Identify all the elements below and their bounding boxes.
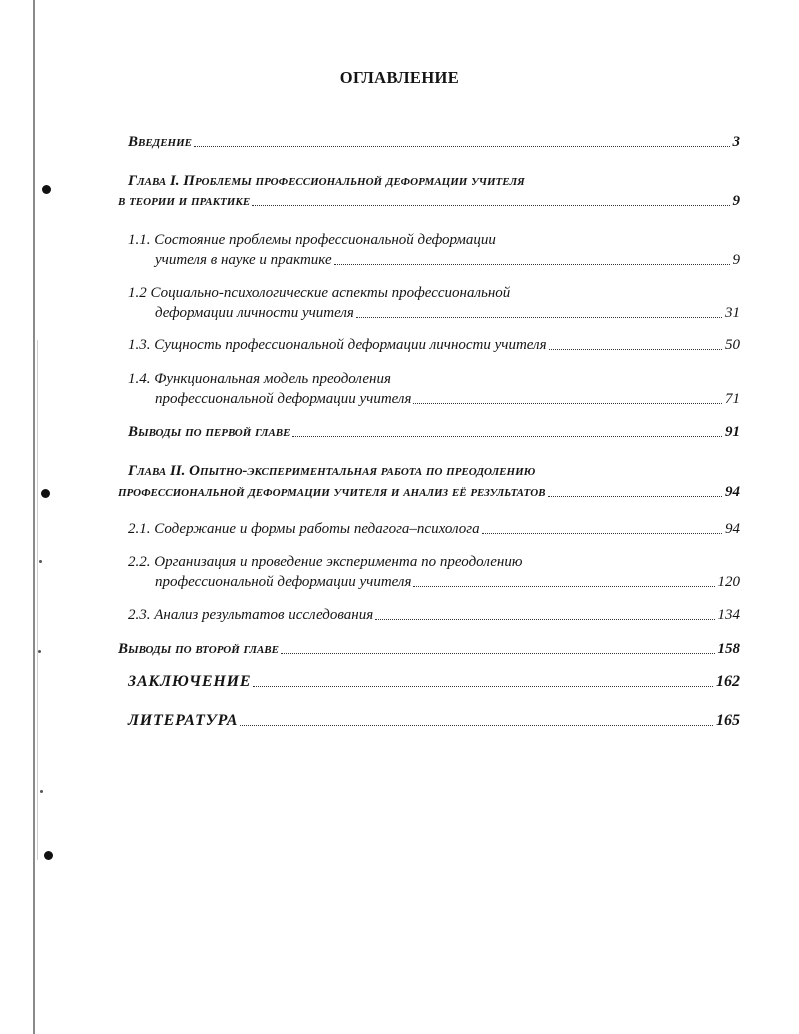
toc-page-number: 3: [732, 134, 740, 150]
toc-entry-label: ЛИТЕРАТУРА: [128, 712, 239, 729]
toc-entry-conclusions-2[interactable]: [118, 640, 740, 658]
toc-entry-chapter-2[interactable]: [118, 483, 740, 501]
scan-speck: [38, 650, 41, 653]
toc-leader-dots: [549, 349, 722, 350]
toc-leader-dots: [240, 725, 713, 726]
toc-entry-label: Выводы по второй главе: [118, 641, 279, 657]
toc-page-number: 134: [717, 607, 740, 623]
toc-page-number: 9: [732, 193, 740, 209]
toc-entry-section-2-3[interactable]: [128, 606, 740, 624]
toc-leader-dots: [252, 205, 729, 206]
page-binding-edge: [33, 0, 35, 1034]
toc-page-number: 91: [725, 424, 740, 440]
toc-entry-label: Выводы по первой главе: [128, 424, 291, 440]
toc-entry-label: учителя в науке и практике: [155, 252, 332, 268]
toc-section-1-1-line1[interactable]: 1.1. Состояние проблемы профессиональной деформации: [128, 232, 496, 248]
toc-page-number: 94: [725, 521, 740, 537]
toc-page-number: 9: [732, 252, 740, 268]
toc-entry-label: профессиональной деформации учителя и анализ её результатов: [118, 484, 546, 500]
toc-entry-literature[interactable]: [128, 712, 740, 730]
toc-leader-dots: [281, 653, 715, 654]
punch-hole-mark: [42, 185, 51, 194]
toc-entry-label: 2.3. Анализ результатов исследования: [128, 607, 374, 623]
toc-entry-intro[interactable]: [128, 133, 740, 151]
toc-entry-label: Введение: [128, 134, 192, 150]
toc-leader-dots: [413, 403, 722, 404]
toc-chapter-2-line1[interactable]: Глава II. Опытно-экспериментальная работа по преодолению: [128, 463, 536, 479]
scan-speck: [40, 790, 43, 793]
toc-leader-dots: [413, 586, 714, 587]
toc-section-1-2-line1[interactable]: 1.2 Социально-психологические аспекты профессиональной: [128, 285, 511, 301]
page-binding-shadow: [37, 340, 38, 860]
toc-entry-section-2-2[interactable]: [155, 573, 740, 591]
toc-leader-dots: [334, 264, 730, 265]
toc-entry-chapter-1[interactable]: [118, 192, 740, 210]
toc-entry-section-1-2[interactable]: [155, 304, 740, 322]
toc-entry-section-1-4[interactable]: [155, 390, 740, 408]
toc-leader-dots: [548, 496, 722, 497]
toc-entry-label: в теории и практике: [118, 193, 251, 209]
toc-page-number: 71: [725, 391, 740, 407]
toc-leader-dots: [482, 533, 722, 534]
toc-entry-section-1-1[interactable]: [155, 251, 740, 269]
toc-chapter-1-line1[interactable]: Глава I. Проблемы профессиональной деформации учителя: [128, 173, 525, 189]
toc-leader-dots: [356, 317, 722, 318]
toc-leader-dots: [194, 146, 730, 147]
toc-page-number: 31: [725, 305, 740, 321]
toc-entry-conclusion[interactable]: [128, 673, 740, 691]
toc-section-2-2-line1[interactable]: 2.2. Организация и проведение эксперимента по преодолению: [128, 554, 523, 570]
punch-hole-mark: [41, 489, 50, 498]
toc-entry-label: ЗАКЛЮЧЕНИЕ: [128, 673, 252, 690]
toc-page-number: 120: [717, 574, 740, 590]
scan-speck: [39, 560, 42, 563]
toc-entry-conclusions-1[interactable]: [128, 423, 740, 441]
toc-entry-label: деформации личности учителя: [155, 305, 354, 321]
toc-page-number: 94: [725, 484, 740, 500]
toc-leader-dots: [375, 619, 714, 620]
punch-hole-mark: [44, 851, 53, 860]
toc-page-number: 165: [716, 712, 740, 729]
toc-page-number: 162: [716, 673, 740, 690]
toc-entry-section-2-1[interactable]: [128, 520, 740, 538]
toc-title: ОГЛАВЛЕНИЕ: [339, 68, 460, 87]
toc-entry-label: 2.1. Содержание и формы работы педагога–психолога: [128, 521, 480, 537]
toc-leader-dots: [253, 686, 713, 687]
toc-entry-label: профессиональной деформации учителя: [155, 574, 412, 590]
toc-leader-dots: [292, 436, 722, 437]
toc-page-number: 50: [725, 337, 740, 353]
toc-entry-section-1-3[interactable]: [128, 336, 740, 354]
toc-entry-label: 1.3. Сущность профессиональной деформации личности учителя: [128, 337, 547, 353]
toc-section-1-4-line1[interactable]: 1.4. Функциональная модель преодоления: [128, 371, 391, 387]
toc-entry-label: профессиональной деформации учителя: [155, 391, 412, 407]
toc-page-number: 158: [717, 641, 740, 657]
